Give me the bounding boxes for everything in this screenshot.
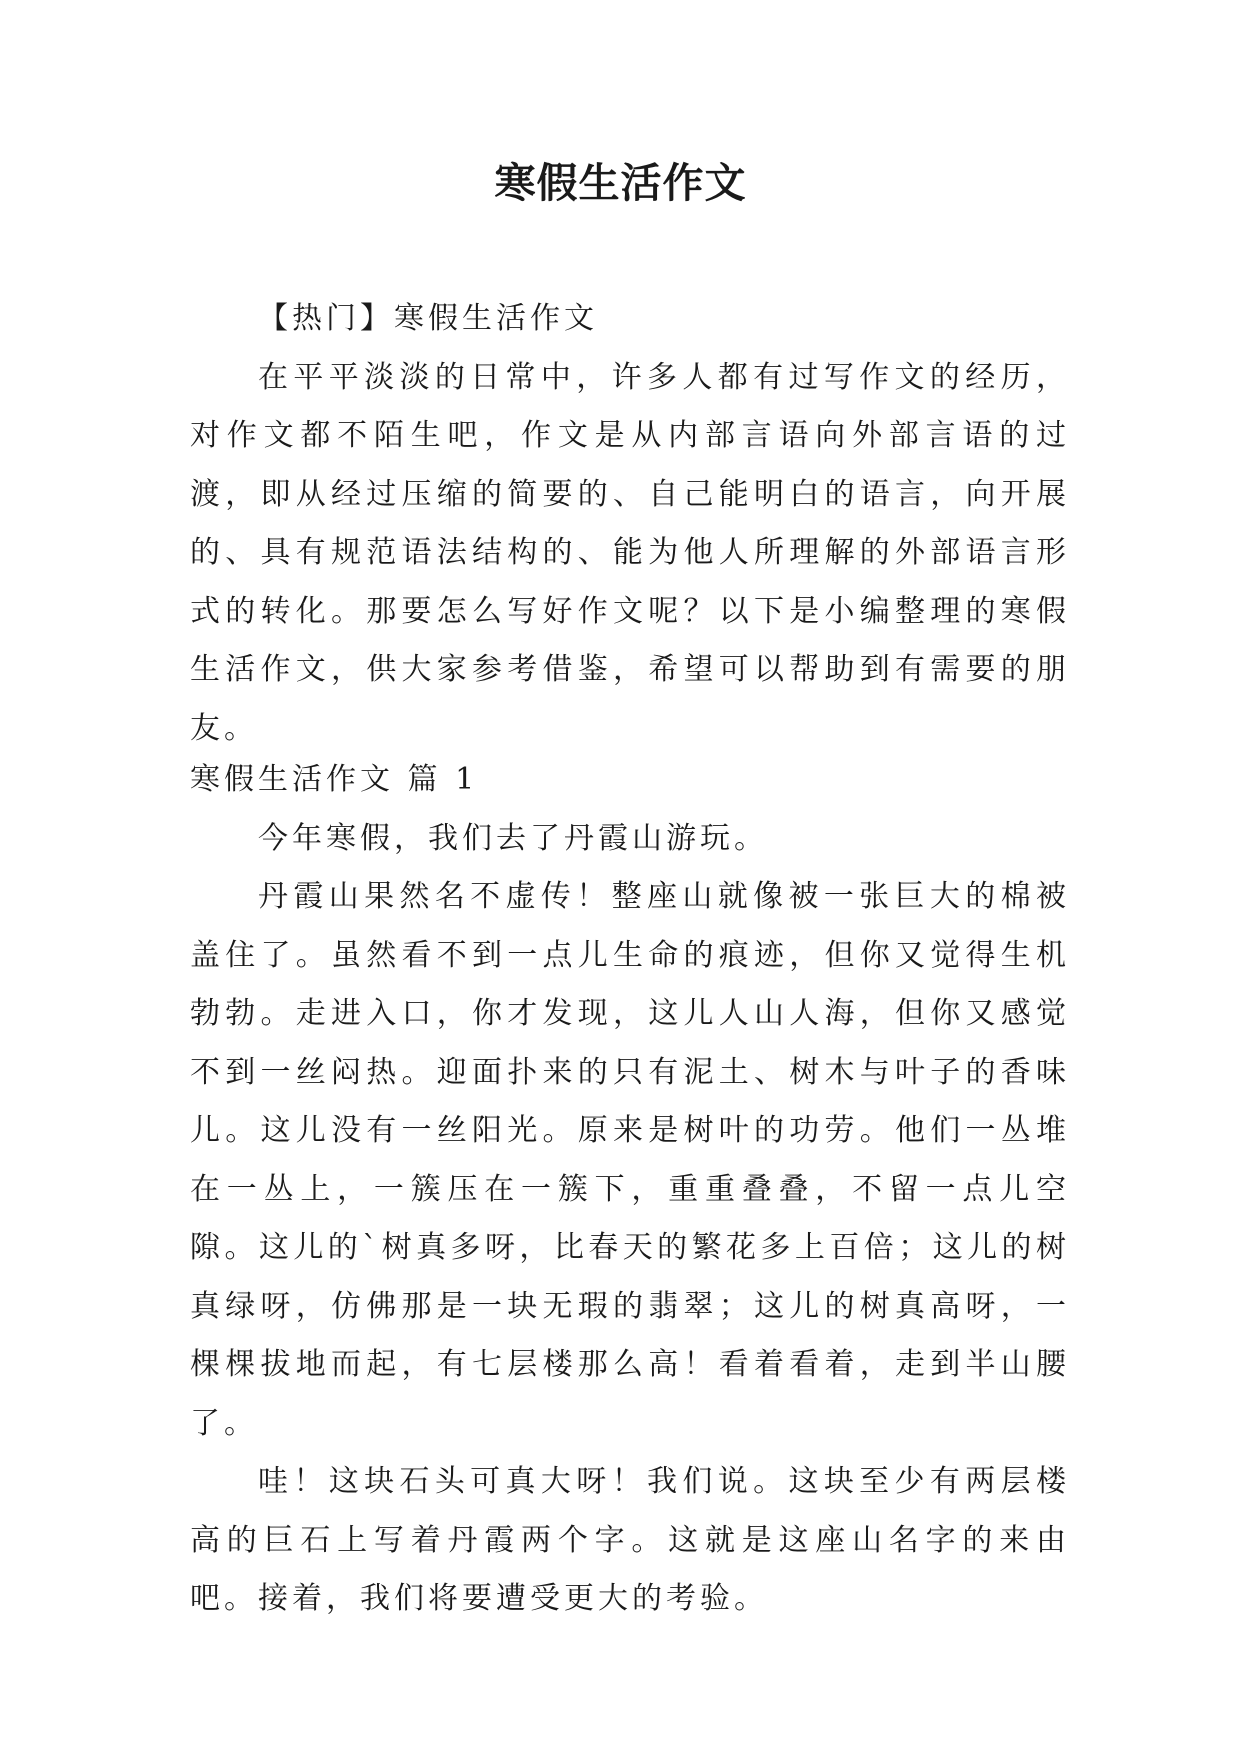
article-section — [190, 751, 1070, 1629]
article-paragraph-2: 丹霞山果然名不虚传！整座山就像被一张巨大的棉被盖住了。虽然看不到一点儿生命的痕迹，但你又觉得生机勃勃。走进入口，你才发现，这儿人山人海，但你又感觉不到一丝闷热。迎面扑来的只有泥土、树木与叶子的香味儿。这儿没有一丝阳光。原来是树叶的功劳。他们一丛堆在一丛上，一簇压在一簇下，重重叠叠，不留一点儿空隙。这儿的`树真多呀，比春天的繁花多上百倍；这儿的树真绿呀，仿佛那是一块无瑕的翡翠；这儿的树真高呀，一棵棵拔地而起，有七层楼那么高！看着看着，走到半山腰了。 — [190, 879, 1070, 1441]
article-paragraph-3: 哇！这块石头可真大呀！我们说。这块至少有两层楼高的巨石上写着丹霞两个字。这就是这座山名字的来由吧。接着，我们将要遭受更大的考验。 — [190, 1464, 1070, 1616]
intro-section — [190, 290, 1070, 758]
intro-tag-line: 【热门】寒假生活作文 — [258, 301, 598, 336]
document-title: 寒假生活作文 — [494, 159, 747, 207]
article-paragraph-1: 今年寒假，我们去了丹霞山游玩。 — [258, 820, 768, 856]
article-heading: 寒假生活作文 篇 1 — [190, 762, 479, 797]
intro-paragraph: 在平平淡淡的日常中，许多人都有过写作文的经历，对作文都不陌生吧，作文是从内部言语向外部言语的过渡，即从经过压缩的简要的、自己能明白的语言，向开展的、具有规范语法结构的、能为他人所理解的外部语言形式的转化。那要怎么写好作文呢？以下是小编整理的寒假生活作文，供大家参考借鉴，希望可以帮助到有需要的朋友。 — [190, 359, 1070, 746]
